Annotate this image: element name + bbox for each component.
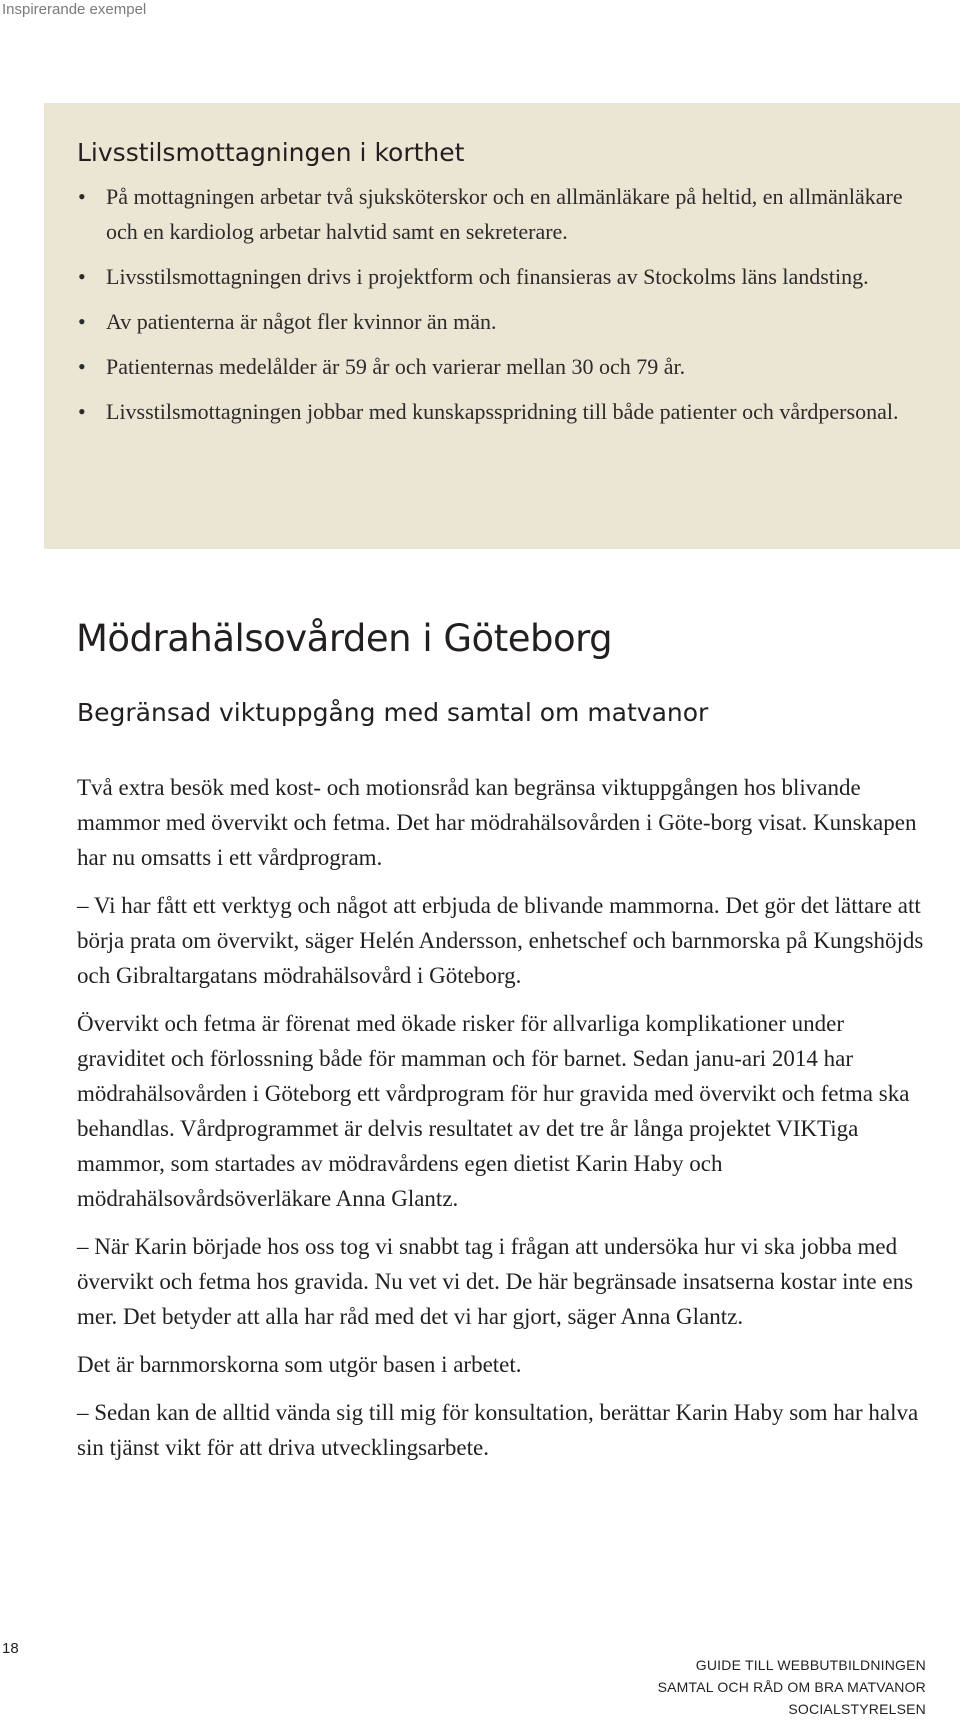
body-paragraph: Övervikt och fetma är förenat med ökade risker för allvarliga komplikationer under graviditet och förlossning både för mamman och för barnet. Sedan janu-ari 2014 har mödrahälsovården i Göteborg ett vårdprogram för hur gravida med övervikt och fetma ska behandlas. Vårdprogrammet är delvis resultatet av det tre år långa projektet VIKTiga mammor, som startades av mödravårdens egen dietist Karin Haby och mödrahälsovårdsöverläkare Anna Glantz. (77, 1011, 910, 1211)
fact-box-item (77, 349, 937, 384)
footer-course-title: SAMTAL OCH RÅD OM BRA MATVANOR (657, 1679, 926, 1695)
footer-publisher: SOCIALSTYRELSEN (788, 1701, 926, 1717)
bullet-icon: • (78, 309, 86, 334)
fact-box-item-text: På mottagningen arbetar två sjuksköterskor och en allmänläkare på heltid, en allmänläkare och en kardiolog arbetar halvtid samt en sekreterare. (106, 184, 903, 244)
article-subtitle: Begränsad viktuppgång med samtal om matvanor (77, 698, 709, 727)
body-paragraph: Två extra besök med kost- och motionsråd kan begränsa viktuppgången hos blivande mammor med övervikt och fetma. Det har mödrahälsovården i Göte-borg visat. Kunskapen har nu omsatts i ett vårdprogram. (77, 775, 917, 870)
bullet-icon: • (78, 399, 86, 424)
body-paragraph: Det är barnmorskorna som utgör basen i arbetet. (77, 1352, 522, 1377)
fact-box-title: Livsstilsmottagningen i korthet (77, 138, 465, 167)
fact-box-item (77, 304, 937, 339)
body-paragraph: – När Karin började hos oss tog vi snabbt tag i frågan att undersöka hur vi ska jobba med övervikt och fetma hos gravida. Nu vet vi det. De här begränsade insatserna kostar inte ens mer. Det betyder att alla har råd med det vi har gjort, säger Anna Glantz. (77, 1234, 914, 1329)
footer (658, 1654, 926, 1720)
article-body (77, 770, 937, 1478)
fact-box-list (77, 179, 937, 439)
footer-guide-title: GUIDE TILL WEBBUTBILDNINGEN (695, 1657, 926, 1673)
fact-box-item-text: Patienternas medelålder är 59 år och varierar mellan 30 och 79 år. (106, 354, 686, 379)
article-title: Mödrahälsovården i Göteborg (76, 617, 613, 660)
fact-box-item (77, 259, 937, 294)
fact-box-item (77, 179, 937, 249)
page-number: 18 (2, 1640, 19, 1657)
body-paragraph: – Vi har fått ett verktyg och något att erbjuda de blivande mammorna. Det gör det lättare att börja prata om övervikt, säger Helén Andersson, enhetschef och barnmorska på Kungshöjds och Gibraltargatans mödrahälsovård i Göteborg. (77, 893, 924, 988)
bullet-icon: • (78, 184, 86, 209)
bullet-icon: • (78, 264, 86, 289)
body-paragraph: – Sedan kan de alltid vända sig till mig för konsultation, berättar Karin Haby som har halva sin tjänst vikt för att driva utvecklingsarbete. (77, 1400, 919, 1460)
fact-box-item (77, 394, 937, 429)
bullet-icon: • (78, 354, 86, 379)
fact-box-item-text: Av patienterna är något fler kvinnor än män. (106, 309, 497, 334)
fact-box-item-text: Livsstilsmottagningen drivs i projektform och finansieras av Stockolms läns landsting. (106, 264, 869, 289)
fact-box-item-text: Livsstilsmottagningen jobbar med kunskapsspridning till både patienter och vårdpersonal. (106, 399, 899, 424)
running-head: Inspirerande exempel (2, 1, 147, 18)
